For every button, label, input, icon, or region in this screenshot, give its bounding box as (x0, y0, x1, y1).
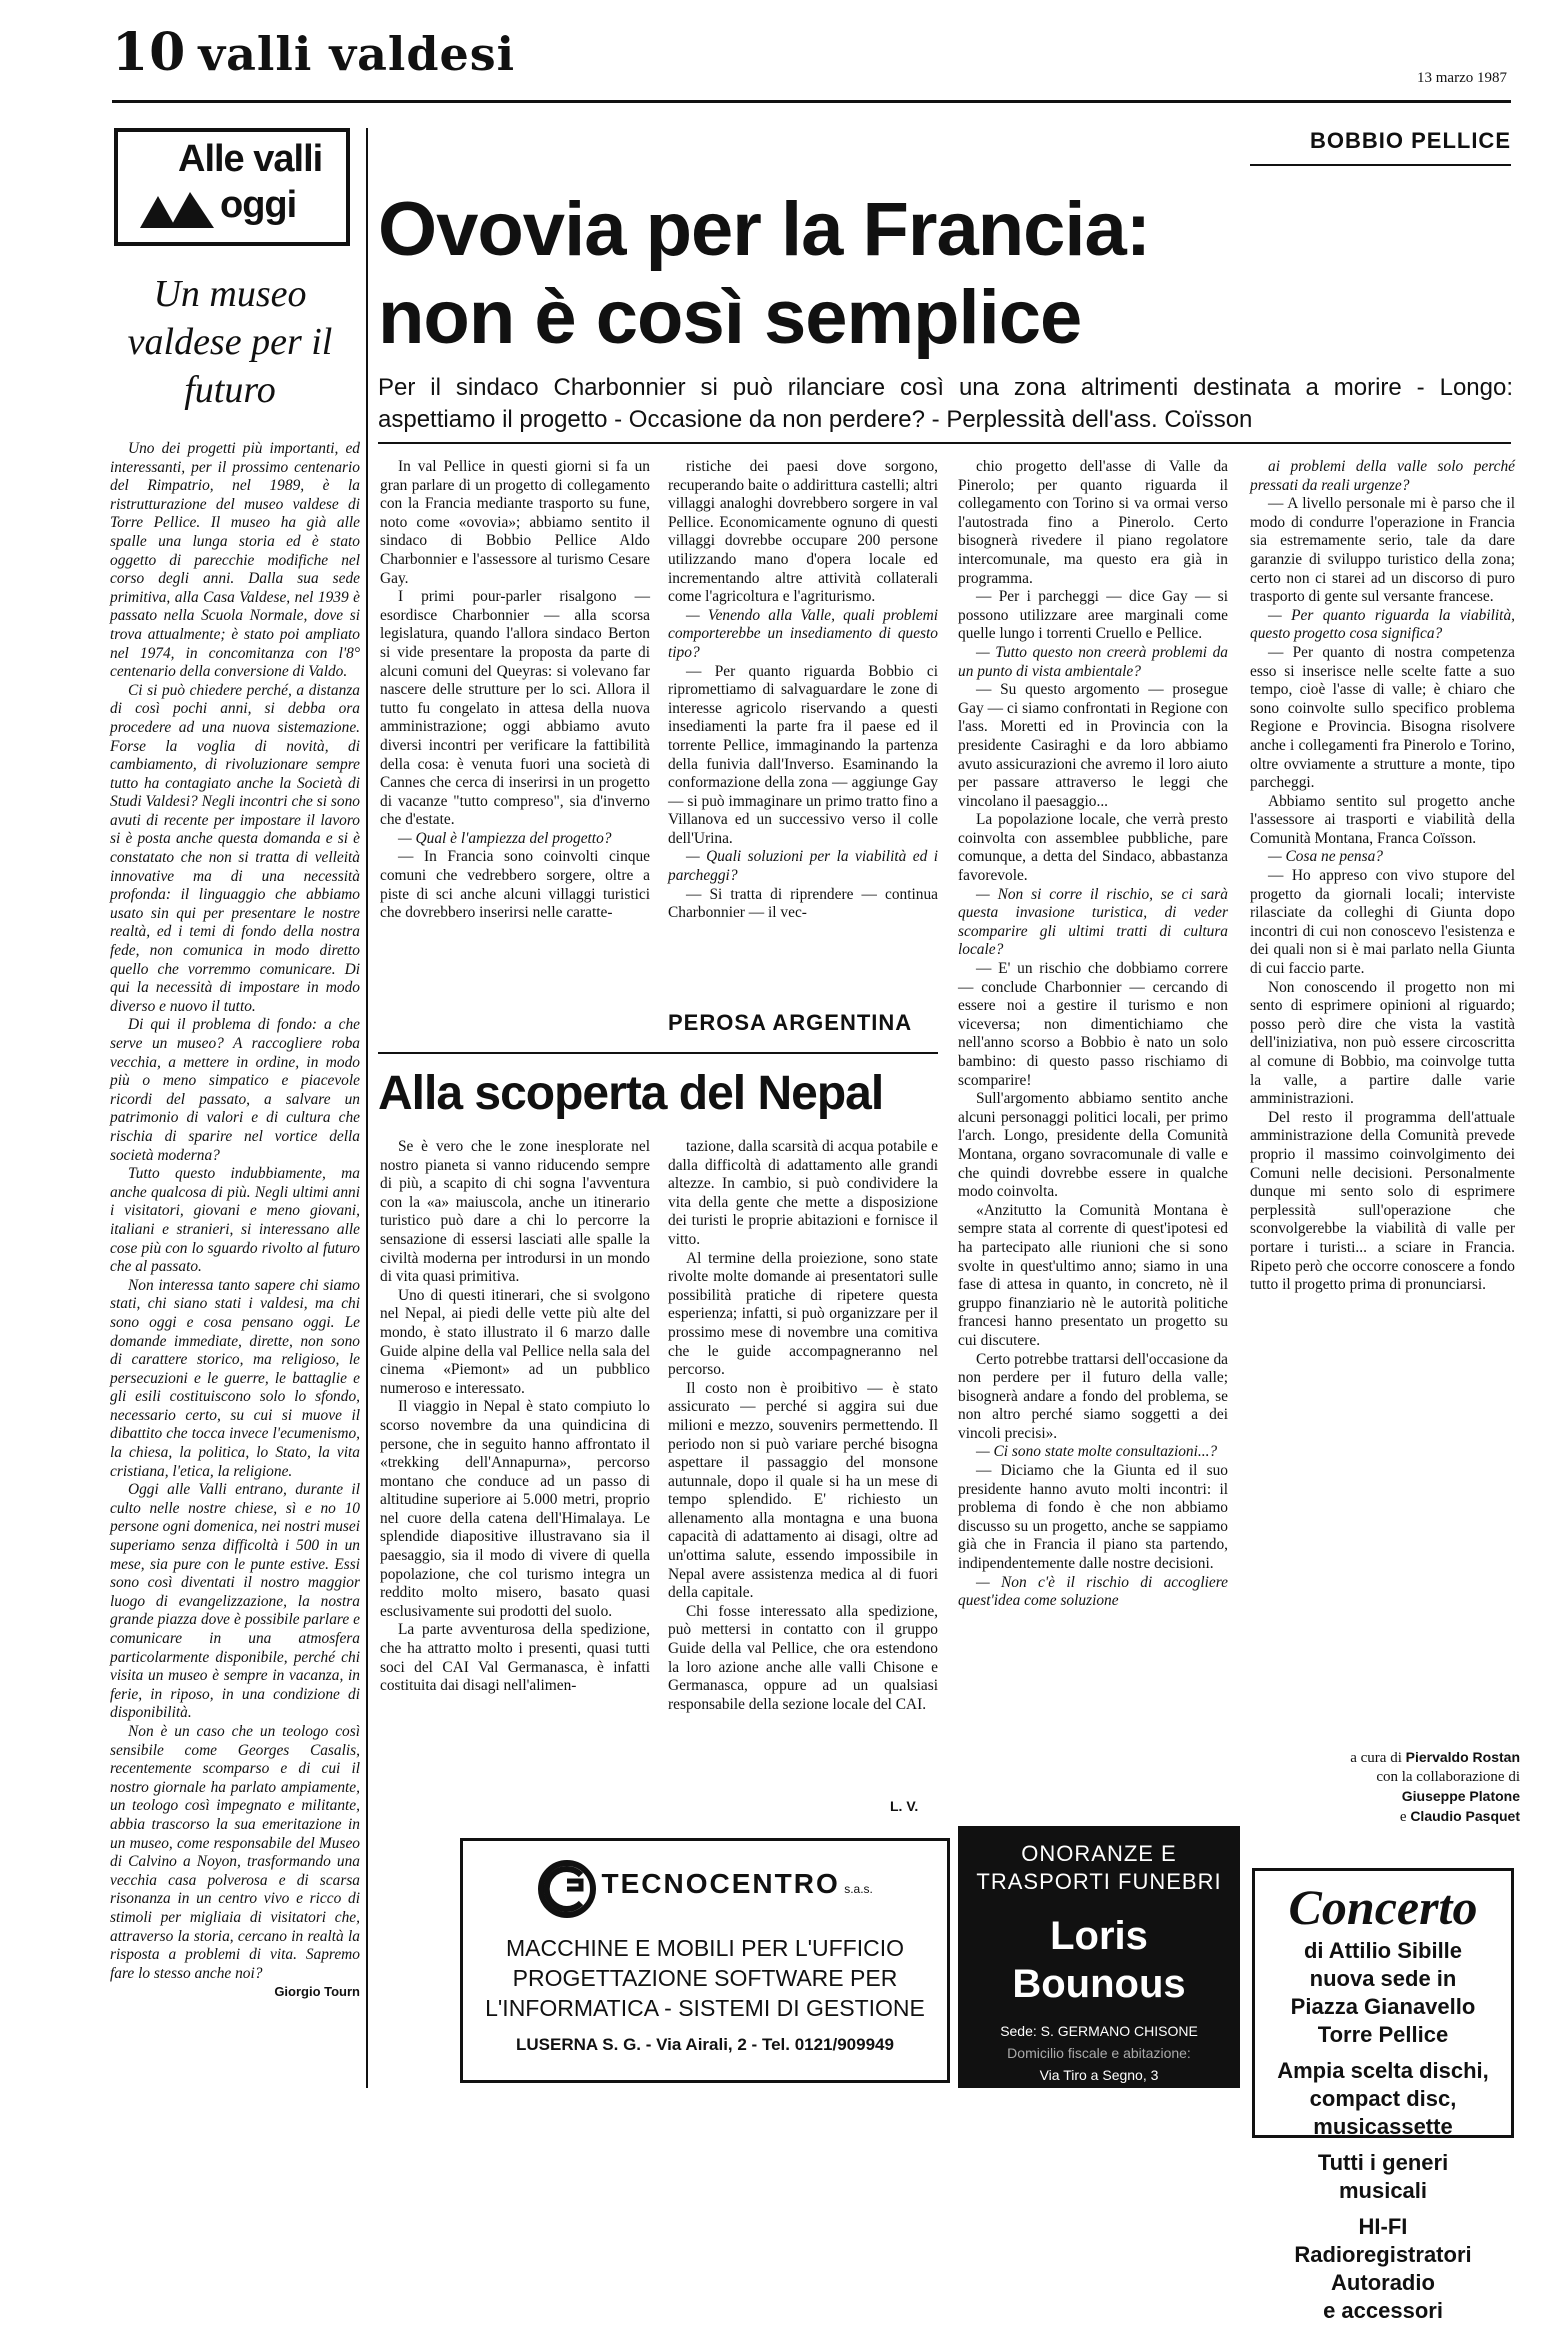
paragraph: Certo potrebbe trattarsi dell'occasione da non perdere per il futuro della valle; bisognerà andare a fondo del problema, se non altro perché siamo soggetti a dei vincoli precisi». (958, 1350, 1228, 1442)
paragraph: — Per quanto riguarda Bobbio ci ripromettiamo di salvaguardare le zone di interesse agricolo riservando a questi insediamenti la parte fra il paese ed il torrente Pellice, immaginando la partenza della funivia dall'Inverso. Esaminando la conformazione della zona — aggiunge Gay — si può immaginare un primo tratto fino a Villanova ed un successivo verso il colle dell'Urina. (668, 662, 938, 847)
concerto-line: Piazza Gianavello (1290, 1994, 1476, 2019)
article-column-3 (958, 458, 1228, 1611)
credits-author-1: Piervaldo Rostan (1405, 1749, 1520, 1765)
tecnocentro-brand-row (463, 1859, 947, 1919)
subheadline: Per il sindaco Charbonnier si può rilanciare così una zona altrimenti destinata a morire - Longo: aspettiamo il progetto - Occasione da non perdere? - Perplessità dell'ass. Coïsson (378, 374, 1513, 433)
paragraph: Abbiamo sentito sul progetto anche l'assessore ai trasporti e viabilità della Comunità Montana, Franca Coïsson. (1250, 792, 1515, 847)
funeral-footer: SERVIZI FUNEBRI OVUNQUE (976, 2118, 1222, 2135)
interview-question: — Per quanto riguarda la viabilità, questo progetto cosa significa? (1250, 606, 1515, 643)
newspaper-title: valli valdesi (198, 27, 516, 81)
paragraph: — Ho appreso con vivo stupore del progetto da giornali locali; interviste rilasciate da colleghi di Giunta dopo incontri di cui non conoscevo l'esistenza e dei quali non si è mai parlato nella Giunta di cui faccio parte. (1250, 867, 1515, 978)
concerto-line: di Attilio Sibille (1303, 1938, 1463, 1963)
masthead (112, 22, 515, 83)
logo-line-1: Alle valli (178, 138, 323, 180)
paragraph: Al termine della proiezione, sono state rivolte molte domande ai presentatori sulle possibilità pratiche di ripetere questa esperienza; infatti, si può organizzare per il prossimo mese di novembre una comitiva che le guide accompagneranno nel percorso. (668, 1249, 938, 1379)
article-column-1 (380, 458, 650, 923)
concerto-line: musicassette (1313, 2114, 1453, 2139)
section-label-bobbio: BOBBIO PELLICE (1309, 128, 1511, 153)
interview-question: — Venendo alla Valle, quali problemi comporterebbe un insediamento di questo tipo? (668, 606, 938, 661)
interview-question: — Non si corre il rischio, se ci sarà questa invasione turistica, di veder scomparire gli ultimi tratti di cultura locale? (958, 885, 1228, 959)
tecnocentro-logo-icon (537, 1859, 597, 1919)
funeral-domicilio: Domicilio fiscale e abitazione: (1007, 2045, 1191, 2061)
funeral-tel-text: 0121/201524 - PINEROLO (1026, 2089, 1193, 2105)
paragraph: «Anzitutto la Comunità Montana è sempre stata al corrente di quest'ipotesi ed ha partecipato alle riunioni che si sono svolte in quest'ultimo anno; siamo in una fase di attesa in quanto, in concreto, nè il gruppo finanziario nè le autorità politiche francesi hanno presentato un progetto su cui discutere. (958, 1201, 1228, 1349)
left-article-author: Giorgio Tourn (274, 1984, 360, 2000)
tecnocentro-address: LUSERNA S. G. - Via Airali, 2 - Tel. 0121/909949 (516, 2035, 894, 2054)
paragraph: Ci si può chiedere perché, a distanza di così pochi anni, si debba ora procedere ad una nuova sistemazione. Forse la voglia di novità, di cambiamento, di rivoluzionare sempre tutto ha contagiato anche la Società di Studi Valdesi? Negli incontri che si sono avuti di recente per impostare il lavoro si è posta anche questa domanda e si è constatato che non si tratta di velleità innovative ma di una necessità profonda: il linguaggio che abbiamo usato sin qui per presentare le nostre realtà, ed i temi di fondo della nostra fede, non comunica in modo diretto quello che vorremmo comunicare. Di qui la necessità di impostare in modo diverso e nuovo il tutto. (110, 681, 360, 1015)
concerto-line: Autoradio (1331, 2270, 1435, 2295)
paragraph: — A livello personale mi è parso che il modo di condurre l'operazione in Francia sia estremamente serio, tale da dare garanzie di sviluppo turistico della zona; certo non ci starei ad un discorso di puro trasporto di gente sul versante francese. (1250, 495, 1515, 606)
interview-question: — Tutto questo non creerà problemi da un punto di vista ambientale? (958, 643, 1228, 680)
paragraph: Non è un caso che un teologo così sensibile come Georges Casalis, recentemente scomparso e di cui il nostro giornale ha parlato ampiamente, un teologo così impegnato e militante, abbia trascorso la sua emeritazione in un museo, come responsabile del Museo di Calvino a Noyon, trasformando una vecchia casa polverosa e di scarsa risonanza in un centro vivo e ricco di stimoli per migliaia di visitatori che, attraverso la storia, cercano in realtà la risposta a problemi di vita. Sapremo fare lo stesso anche noi? (110, 1722, 360, 1982)
paragraph: Se è vero che le zone inesplorate nel nostro pianeta si vanno riducendo sempre di più, a scapito di chi sogna l'avventura con la «a» maiuscola, anche un itinerario turistico può dare a chi lo percorre la sensazione di essersi lasciati alle spalle la civiltà moderna per introdursi in un mondo di vita quasi primitiva. (380, 1138, 650, 1286)
paragraph: Il costo non è proibitivo — è stato assicurato — perché si aggira sui due milioni e mezzo, souvenirs permettendo. Il periodo non si può variare perché bisogna aspettare il passaggio del monsone autunnale, dopo il quale si ha un mese di tempo splendido. E' richiesto un allenamento alla montagna e una buona capacità di adattamento ai disagi, oltre ad un'ottima salute, essendo impossibile in Nepal avere assistenza medica al di fuori della capitale. (668, 1379, 938, 1602)
funeral-sede: Sede: S. GERMANO CHISONE (1000, 2023, 1198, 2039)
funeral-name: Loris Bounous (1012, 1914, 1186, 2006)
nepal-headline: Alla scoperta del Nepal (378, 1067, 884, 1120)
paragraph: Uno dei progetti più importanti, ed interessanti, per il prossimo centenario del Rimpatrio, nel 1989, è la ristrutturazione del museo valdese di Torre Pellice. Il museo ha già alle spalle una lunga storia ed è stato oggetto di parecchie modifiche nel corso degli anni. Dalla sua sede primitiva, alla Casa Valdese, nel 1939 è passato nella Scuola Normale, dove si trova attualmente; è stato poi ampliato nel 1974, in concomitanza con l'8° centenario della conversione di Valdo. (110, 440, 360, 681)
paragraph: Oggi alle Valli entrano, durante il culto nelle nostre chiese, sì e no 10 persone ogni domenica, nei nostri musei superiamo senza difficoltà i 500 in un mese, sia pure con le punte estive. Essi sono così diventati il nostro maggior luogo di evangelizzazione, la nostra grande piazza dove è possibile parlare e comunicare in una atmosfera particolarmente disponibile, perché chi visita un museo è sempre in vacanza, in ferie, in riposo, in una condizione di disponibilità. (110, 1481, 360, 1722)
paragraph: — Su questo argomento — prosegue Gay — ci siamo confrontati in Regione con l'ass. Moretti ed in Provincia con la presidente Casiraghi e da loro abbiamo avuto assicurazioni che avremo il loro aiuto per passare attraverso le leggi che vincolano il paesaggio... (958, 681, 1228, 810)
paragraph: ristiche dei paesi dove sorgono, recuperando baite o addirittura castelli; altri villaggi analoghi dovrebbero sorgere in val Pellice. Economicamente ognuno di questi villaggi dovrebbe occupare 200 persone utilizzando mano d'opera locale ed incrementando altre attività collaterali come l'agricoltura e l'agriturismo. (668, 458, 938, 606)
paragraph: — Per quanto di nostra competenza esso si inserisce nelle scelte fatte a suo tempo, cioè l'asse di valle; è chiaro che sono coinvolte sullo specifico problema Regione e Provincia. Bisogna risolvere anche i collegamenti fra Pinerolo e Torino, oltre ovviamente a strutture a monte, tipo parcheggi. (1250, 643, 1515, 792)
logo-line-2: oggi (220, 184, 297, 226)
paragraph: Non conoscendo il progetto non mi sento di esprimere opinioni al riguardo; posso però dire che vista la vastità dell'iniziativa, non può essere circoscritta al comune di Bobbio, ma coinvolge tutta la valle, a partire dalle varie amministrazioni. (1250, 978, 1515, 1108)
nepal-column-1 (380, 1138, 650, 1696)
subhead-rule (378, 442, 1511, 444)
paragraph: tazione, dalla scarsità di acqua potabile e dalla difficoltà di adattamento alle grandi altezze. In cambio, si può condividere la vita della gente che mette a disposizione dei turisti le proprie abitazioni e fornisce il vitto. (668, 1138, 938, 1248)
concerto-lines (1255, 1937, 1511, 2325)
paragraph: — In Francia sono coinvolti cinque comuni che vedrebbero sorgere, oltre a piste di sci anche alcuni villaggi turistici che dovrebbero inserirsi nelle caratte- (380, 848, 650, 922)
left-article-body (110, 440, 360, 2002)
paragraph: La popolazione locale, che verrà presto coinvolta con assemblee pubbliche, pare comunque, a detta del Sindaco, abbastanza favorevole. (958, 811, 1228, 885)
headline-line-2: non è così semplice (378, 275, 1082, 360)
paragraph: Il viaggio in Nepal è stato compiuto lo scorso novembre da una quindicina di persone, che in seguito hanno affrontato il «trekking dell'Annapurna», percorso montano che conduce ad un passo di altitudine superiore ai 5.000 metri, proprio nel cuore della catena dell'Himalaya. Le splendide diapositive illustravano sia il paesaggio, sia il modo di vivere di quella popolazione, che col turismo integra un reddito molto misero, basato quasi esclusivamente sui prodotti del suolo. (380, 1398, 650, 1620)
interview-question: ai problemi della valle solo perché pressati da reali urgenze? (1250, 458, 1515, 494)
concerto-line: compact disc, (1309, 2086, 1457, 2111)
tecnocentro-ad (460, 1838, 950, 2083)
paragraph: — Diciamo che la Giunta ed il suo presidente hanno avuto molti incontri: il problema di fondo è che non abbiamo discusso su un progetto, anche se sappiamo già che in Francia il piano sta partendo, indipendentemente dalle nostre decisioni. (958, 1462, 1228, 1573)
column-divider (366, 128, 368, 2088)
funeral-via: Via Tiro a Segno, 3 (1039, 2067, 1159, 2083)
tecnocentro-brand: TECNOCENTRO (601, 1868, 840, 1900)
interview-question: — Cosa ne pensa? (1268, 848, 1384, 866)
concerto-title: Concerto (1288, 1879, 1478, 1935)
paragraph: In val Pellice in questi giorni si fa un gran parlare di un progetto di collegamento con la Francia mediante trasporto su fune, noto come «ovovia»; abbiamo sentito il sindaco di Bobbio Pellice Aldo Charbonnier e l'assessore al turismo Cesare Gay. (380, 458, 650, 587)
section-rule (1250, 164, 1511, 166)
credits-prefix-2: con la collaborazione di (1376, 1769, 1520, 1785)
concerto-line: nuova sede in (1309, 1966, 1457, 1991)
concerto-line: Tutti i generi (1317, 2150, 1449, 2175)
concerto-line: e accessori (1323, 2298, 1443, 2323)
credits-prefix: a cura di (1350, 1750, 1402, 1766)
paragraph: Sull'argomento abbiamo sentito anche alcuni personaggi politici locali, per primo l'arch. Longo, presidente della Comunità Montana, organo sovracomunale di valle e che quindi dovrebbe essere in qualche modo coinvolta. (958, 1090, 1228, 1201)
article-credits (1250, 1748, 1520, 1827)
left-article-title: Un museo valdese per il futuro (127, 273, 333, 411)
funeral-line-2: TRASPORTI FUNEBRI (976, 1869, 1222, 1894)
paragraph: La parte avventurosa della spedizione, che ha attratto molto i presenti, quasi tutti soci del CAI Val Germanasca, è infatti costituita dai disagi nell'alimen- (380, 1621, 650, 1695)
concerto-line: musicali (1338, 2178, 1428, 2203)
interview-question: — Non c'è il rischio di accogliere quest'idea come soluzione (958, 1573, 1228, 1610)
concerto-line: Ampia scelta dischi, (1277, 2058, 1489, 2083)
tecnocentro-suffix: s.a.s. (844, 1882, 873, 1897)
mountains-icon (140, 192, 214, 228)
paragraph: chio progetto dell'asse di Valle da Pinerolo; per quanto riguarda il collegamento con Torino si va ormai verso l'autostrada fino a Pinerolo. Certo bisognerà rivedere il piano regolatore intercomunale, ma questo era già in programma. (958, 458, 1228, 587)
section-label-perosa: PEROSA ARGENTINA (668, 1010, 913, 1035)
paragraph: — Si tratta di riprendere — continua Charbonnier — il vec- (668, 885, 938, 922)
credits-conj: e (1399, 1809, 1407, 1825)
paragraph: Non interessa tanto sapere chi siamo stati, chi siano stati i valdesi, ma chi sono oggi e cosa pensano oggi. Le domande immediate, dirette, non sono di carattere storico, ma religioso, le persecuzioni e le guerre, le battaglie e gli esili costituiscono solo lo sfondo, necessario certo, su cui si muove il dibattito che tocca invece l'ecumenismo, la chiesa, la politica, lo Stato, la vita cristiana, l'etica, la religione. (110, 1276, 360, 1480)
paragraph: — Per i parcheggi — dice Gay — si possono utilizzare aree marginali come quelle lungo i torrenti Cruello e Pellice. (958, 588, 1228, 643)
interview-question: — Qual è l'ampiezza del progetto? (398, 829, 612, 847)
concerto-line: HI-FI (1358, 2214, 1408, 2239)
paragraph: Chi fosse interessato alla spedizione, può mettersi in contatto con il gruppo Guide della val Pellice, che ora estendono la loro azione anche alle valli Chisone e Germanasca, oppure ad un qualsiasi responsabile della sezione locale del CAI. (668, 1602, 938, 1713)
headline-line-1: Ovovia per la Francia: (378, 187, 1151, 272)
credits-author-2: Giuseppe Platone (1401, 1788, 1520, 1804)
interview-question: — Quali soluzioni per la viabilità ed i parcheggi? (668, 848, 938, 885)
paragraph: I primi pour-parler risalgono — esordisce Charbonnier — alla scorsa legislatura, quando l'allora sindaco Berton si vide presentare la proposta da parte di alcuni comuni del Queyras: si volevano far nascere delle strutture per lo sci. Allora il tutto fu congelato in attesa della nuova amministrazione; oggi abbiamo avuto diversi incontri per verificare la fattibilità della cosa: è venuta fuori una società di Cannes che cerca di inserirsi in un progetto di vacanze "tutto compreso", sia d'inverno che d'estate. (380, 588, 650, 829)
funeral-line-1: ONORANZE E (1021, 1841, 1177, 1866)
article-column-2 (668, 458, 938, 923)
main-headline (378, 186, 1150, 362)
masthead-rule (112, 100, 1511, 103)
credits-author-3: Claudio Pasquet (1410, 1808, 1520, 1824)
concerto-line: Radioregistratori (1294, 2242, 1472, 2267)
tecnocentro-line-1: MACCHINE E MOBILI PER L'UFFICIO (506, 1935, 904, 1961)
funeral-tel (958, 2086, 1240, 2108)
concerto-ad (1252, 1868, 1514, 2323)
paragraph: Di qui il problema di fondo: a che serve un museo? A raccogliere roba vecchia, a mettere in ordine, in modo più o meno simpatico e piacevole ricordi del passato, a salvare un patrimonio di valori e di cultura che rischia di sparire nel vortice della società moderna? (110, 1016, 360, 1164)
paragraph: Del resto il programma dell'attuale amministrazione della Comunità prevede proprio il massimo coinvolgimento dei Comuni nelle decisioni. Personalmente dunque mi sento solo di esprimere perplessità sull'operazione che sconvolgerebbe la viabilità di valle per portare i turisti... a sciare in Francia. Ripeto però che occorre conoscere a fondo tutto il progetto prima di pronunciarsi. (1250, 1108, 1515, 1294)
issue-date: 13 marzo 1987 (1417, 70, 1507, 86)
column-logo (114, 128, 350, 246)
concerto-line: Torre Pellice (1317, 2022, 1449, 2047)
nepal-column-2 (668, 1138, 938, 1714)
tecnocentro-line-3: L'INFORMATICA - SISTEMI DI GESTIONE (485, 1995, 925, 2021)
interview-question: — Ci sono state molte consultazioni...? (976, 1443, 1218, 1461)
funeral-ad (958, 1826, 1240, 2135)
paragraph: Tutto questo indubbiamente, ma anche qualcosa di più. Negli ultimi anni i visitatori, giovani e meno giovani, italiani e stranieri, si interessano alle cose più con lo sguardo rivolto al futuro che al passato. (110, 1165, 360, 1276)
tecnocentro-line-2: PROGETTAZIONE SOFTWARE PER (512, 1965, 898, 1991)
page-number: 10 (112, 22, 187, 83)
paragraph: Uno di questi itinerari, che si svolgono nel Nepal, ai piedi delle vette più alte del mondo, è stato illustrato il 6 marzo dalle Guide alpine della val Pellice nella sala del cinema «Piemont» ad un pubblico numeroso e interessato. (380, 1286, 650, 1397)
paragraph: — E' un rischio che dobbiamo correre — conclude Charbonnier — cercando di essere noi a gestire il turismo e non viceversa; non dimentichiamo che nell'anno scorso a Bobbio è nato un solo bambino: di questo passo rischiamo di scomparire! (958, 960, 1228, 1089)
article-column-4 (1250, 458, 1515, 1295)
section-rule-perosa (378, 1052, 938, 1054)
nepal-author: L. V. (890, 1798, 919, 1814)
phone-icon: ☎ (1005, 2089, 1027, 2105)
